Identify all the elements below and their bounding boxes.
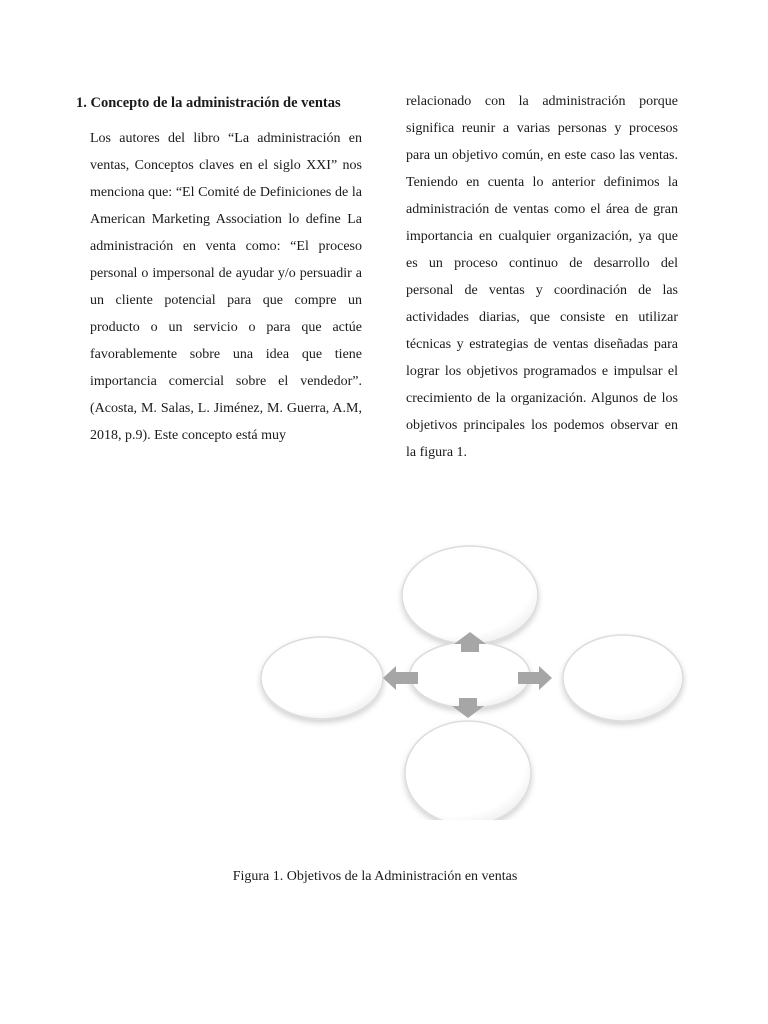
body-text-right-column: relacionado con la administración porque significa reunir a varias personas y procesos para un objetivo común, en este caso las ventas. Teniendo en cuenta lo anterior definimos la administración de ventas como el área de gran importancia en cualquier organización, ya que es un proceso continuo de desarrollo del personal de ventas y coordinación de las actividades diarias, que consiste en utilizar técnicas y estrategias de ventas diseñadas para lograr los objetivos programados e impulsar el crecimiento de la organización. Algunos de los objetivos principales los podemos observar en la figura 1. xyxy=(406,94,678,460)
section-title: Concepto de la administración de ventas xyxy=(90,95,341,111)
body-text-left-column: Los autores del libro “La administración en ventas, Conceptos claves en el siglo XXI” nos menciona que: “El Comité de Definiciones de la American Marketing Association lo define La administración en venta como: “El proceso personal o impersonal de ayudar y/o persuadir a un cliente potencial para que compre un producto o un servicio o para que actúe favorablemente sobre una idea que tiene importancia comercial sobre el vendedor”. (Acosta, M. Salas, L. Jiménez, M. Guerra, A.M, 2018, p.9). Este concepto está muy xyxy=(90,131,362,443)
figure-caption: Figura 1. Objetivos de la Administración en ventas xyxy=(232,869,518,884)
left-objective-ellipse xyxy=(261,637,383,719)
bottom-objective-ellipse xyxy=(405,721,531,820)
right-objective-ellipse xyxy=(563,635,683,721)
top-objective-ellipse xyxy=(402,546,538,644)
objectives-diagram xyxy=(250,540,700,820)
section-number: 1. xyxy=(76,95,87,111)
section-heading xyxy=(76,93,376,113)
